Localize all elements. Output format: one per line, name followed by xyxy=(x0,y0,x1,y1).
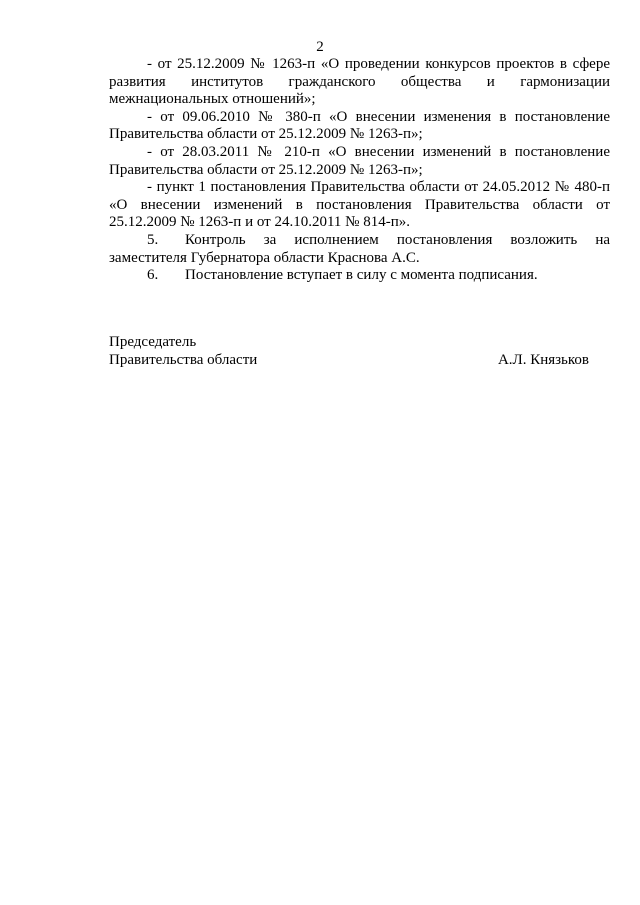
item-number: 5. xyxy=(147,231,159,248)
item-number: 6. xyxy=(147,267,159,284)
signature-line xyxy=(109,352,589,370)
item-text: Постановление вступает в силу с момента подписания. xyxy=(185,267,538,284)
signature-block xyxy=(109,334,589,369)
item-text: Контроль за исполнением постановления возложить на заместителя Губернатора области Краснова А.С. xyxy=(109,231,610,266)
signatory-title-line2: Правительства области xyxy=(109,351,258,368)
list-item-paragraph: - от 09.06.2010 № 380-п «О внесении изменения в постановление Правительства области от 25.12.2009 № 1263-п»; xyxy=(109,108,610,143)
document-body xyxy=(109,56,610,285)
list-item-paragraph: - от 28.03.2011 № 210-п «О внесении изменений в постановление Правительства области от 25.12.2009 № 1263-п»; xyxy=(109,143,610,178)
numbered-item-5 xyxy=(109,232,610,267)
page-number: 2 xyxy=(316,39,324,55)
signatory-title-line1: Председатель xyxy=(109,334,197,350)
list-item-paragraph: - от 25.12.2009 № 1263-п «О проведении конкурсов проектов в сфере развития институтов гражданского общества и гармонизации межнациональных отношений»; xyxy=(109,56,610,108)
signatory-name: А.Л. Князьков xyxy=(497,351,589,368)
list-item-paragraph: - пункт 1 постановления Правительства области от 24.05.2012 № 480-п «О внесении изменений в постановления Правительства области от 25.12.2009 № 1263-п и от 24.10.2011 № 814-п». xyxy=(109,179,610,231)
numbered-item-6 xyxy=(109,267,610,285)
